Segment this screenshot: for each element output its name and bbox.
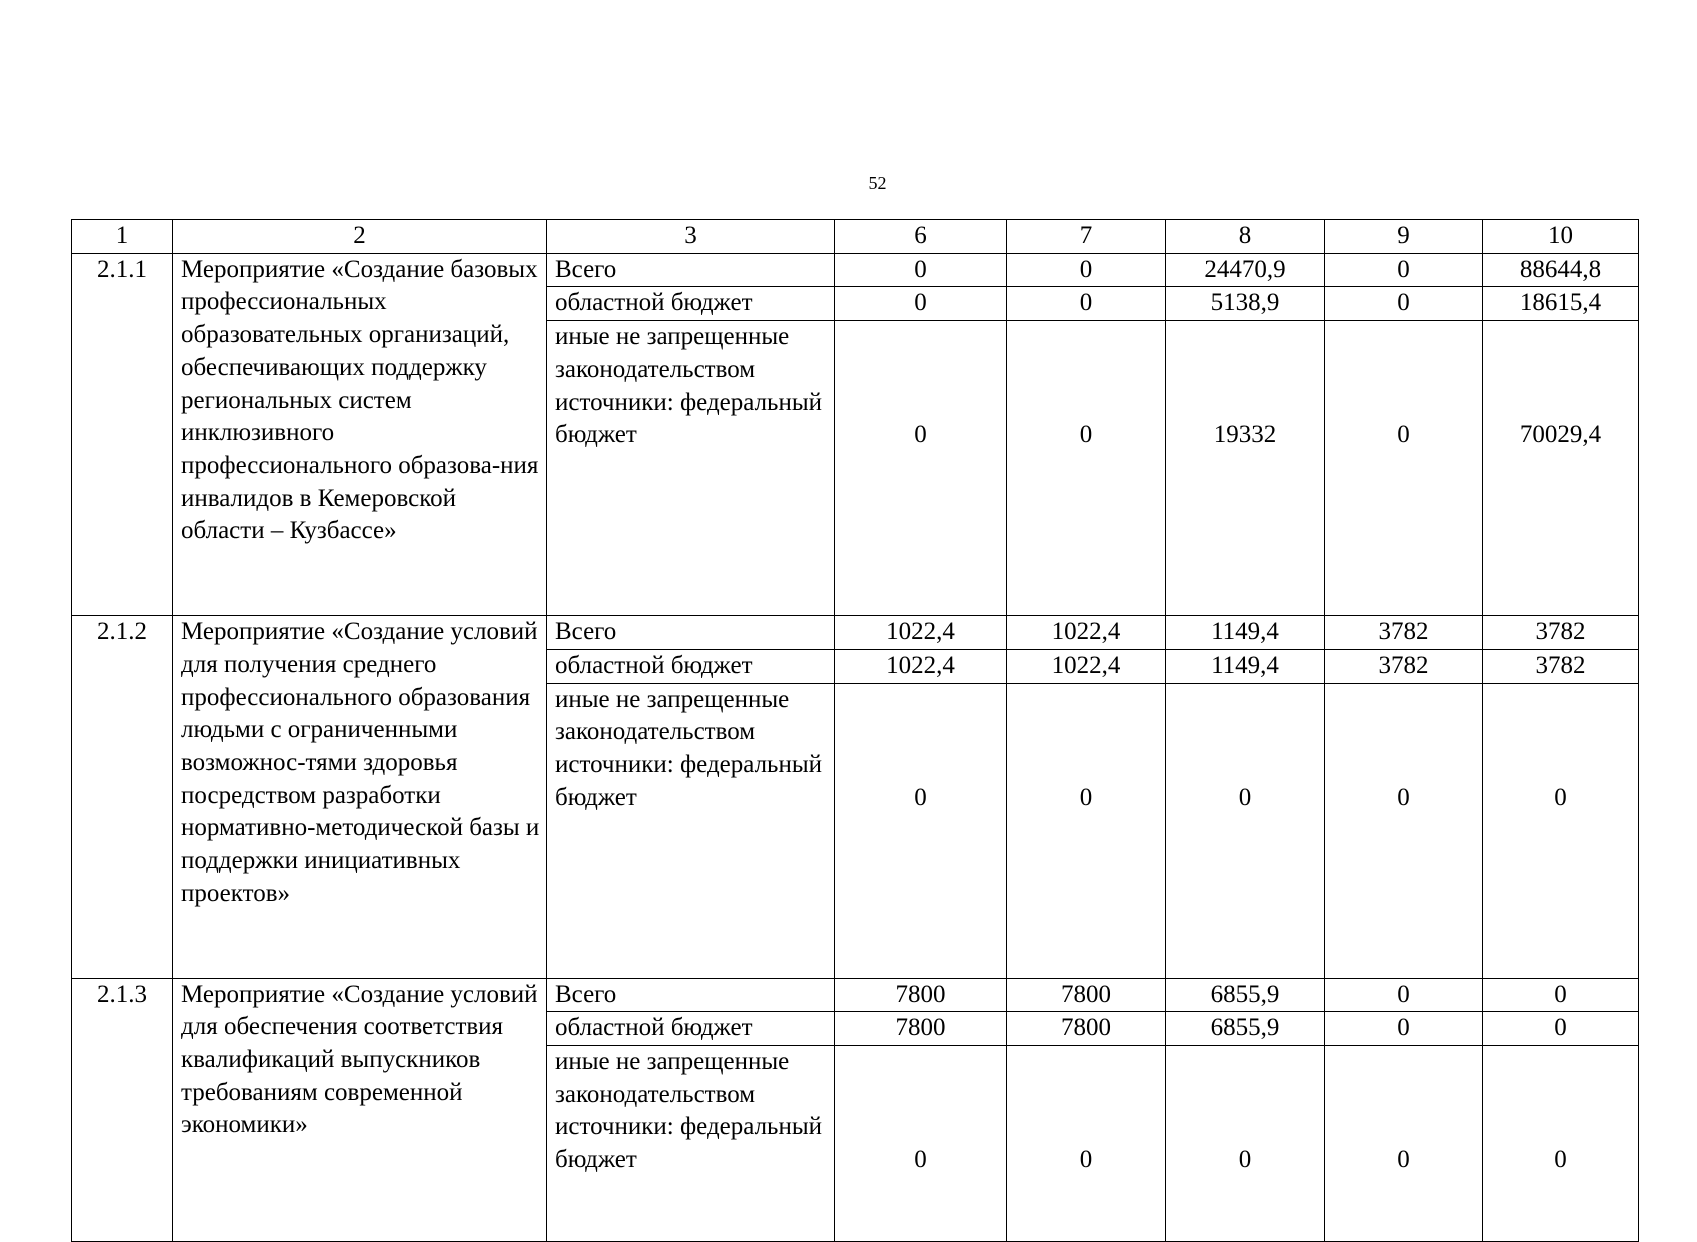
value-text: 0	[1079, 783, 1093, 811]
value-cell: 1149,4	[1166, 616, 1325, 650]
item-name: Мероприятие «Создание условий для обеспечения соответствия квалификаций выпускников требованиям современной экономики»	[173, 978, 547, 1241]
value-text: 0	[1079, 421, 1093, 449]
value-cell: 7800	[1007, 978, 1166, 1012]
funding-source: иные не запрещенные законодательством источники: федеральный бюджет	[547, 1045, 835, 1241]
value-cell	[1007, 321, 1166, 616]
value-cell	[1166, 321, 1325, 616]
value-cell: 0	[1007, 253, 1166, 287]
value-text: 0	[1397, 783, 1410, 811]
header-col-9: 9	[1325, 220, 1483, 254]
page-number: 52	[868, 173, 887, 193]
funding-source: Всего	[547, 253, 835, 287]
item-name: Мероприятие «Создание базовых профессиональных образовательных организаций, обеспечивающих поддержку региональных систем инклюзивного профессионального образова-ния инвалидов в Кемеровской области – Кузбассе»	[173, 253, 547, 615]
header-col-1: 1	[72, 220, 173, 254]
value-cell	[835, 1045, 1007, 1241]
value-cell: 0	[1325, 1012, 1483, 1046]
value-cell	[1325, 1045, 1483, 1241]
value-cell	[1483, 321, 1639, 616]
funding-source: областной бюджет	[547, 287, 835, 321]
value-cell: 18615,4	[1483, 287, 1639, 321]
value-cell: 0	[1325, 253, 1483, 287]
value-cell: 0	[1483, 1012, 1639, 1046]
value-text: 0	[1397, 1145, 1410, 1173]
value-text: 70029,4	[1519, 421, 1602, 449]
value-cell	[1483, 683, 1639, 978]
value-text: 0	[1238, 783, 1252, 811]
value-text: 0	[1554, 1145, 1567, 1173]
item-number: 2.1.3	[72, 978, 173, 1241]
funding-source: иные не запрещенные законодательством источники: федеральный бюджет	[547, 321, 835, 616]
value-text: 19332	[1213, 421, 1277, 449]
value-cell: 1022,4	[835, 649, 1007, 683]
value-cell: 7800	[835, 1012, 1007, 1046]
item-name: Мероприятие «Создание условий для получения среднего профессионального образования людьми с ограниченными возможнос-тями здоровья посредством разработки нормативно-методической базы и поддержки инициативных проектов»	[173, 616, 547, 978]
value-cell: 3782	[1483, 616, 1639, 650]
value-cell: 0	[835, 287, 1007, 321]
funding-source: Всего	[547, 616, 835, 650]
table-row	[72, 616, 1639, 650]
value-cell: 24470,9	[1166, 253, 1325, 287]
value-cell: 1022,4	[1007, 649, 1166, 683]
header-col-2: 2	[173, 220, 547, 254]
value-cell: 1022,4	[1007, 616, 1166, 650]
value-cell	[835, 683, 1007, 978]
value-cell: 3782	[1325, 649, 1483, 683]
item-number: 2.1.1	[72, 253, 173, 615]
value-cell: 7800	[835, 978, 1007, 1012]
header-col-10: 10	[1483, 220, 1639, 254]
value-text: 0	[914, 783, 927, 811]
value-cell: 1149,4	[1166, 649, 1325, 683]
value-cell: 0	[1325, 287, 1483, 321]
funding-source: областной бюджет	[547, 1012, 835, 1046]
table-row	[72, 978, 1639, 1012]
value-cell: 6855,9	[1166, 978, 1325, 1012]
value-text: 0	[1554, 783, 1567, 811]
value-cell: 1022,4	[835, 616, 1007, 650]
value-cell	[1007, 1045, 1166, 1241]
value-cell	[1325, 683, 1483, 978]
value-cell	[1483, 1045, 1639, 1241]
value-cell	[1007, 683, 1166, 978]
header-col-8: 8	[1166, 220, 1325, 254]
value-cell	[1166, 683, 1325, 978]
value-cell	[1166, 1045, 1325, 1241]
value-cell: 0	[1483, 978, 1639, 1012]
value-cell: 0	[1007, 287, 1166, 321]
funding-source: иные не запрещенные законодательством источники: федеральный бюджет	[547, 683, 835, 978]
value-text: 0	[914, 421, 927, 449]
table-row	[72, 253, 1639, 287]
funding-source: Всего	[547, 978, 835, 1012]
value-cell: 7800	[1007, 1012, 1166, 1046]
funding-source: областной бюджет	[547, 649, 835, 683]
value-cell	[835, 321, 1007, 616]
value-cell: 3782	[1325, 616, 1483, 650]
value-text: 0	[1397, 421, 1410, 449]
header-col-6: 6	[835, 220, 1007, 254]
header-col-7: 7	[1007, 220, 1166, 254]
value-text: 0	[914, 1145, 927, 1173]
value-cell: 5138,9	[1166, 287, 1325, 321]
value-text: 0	[1079, 1145, 1093, 1173]
value-cell: 3782	[1483, 649, 1639, 683]
value-cell: 0	[835, 253, 1007, 287]
value-cell	[1325, 321, 1483, 616]
item-number: 2.1.2	[72, 616, 173, 978]
value-cell: 6855,9	[1166, 1012, 1325, 1046]
value-cell: 0	[1325, 978, 1483, 1012]
value-cell: 88644,8	[1483, 253, 1639, 287]
header-row	[72, 220, 1639, 254]
header-col-3: 3	[547, 220, 835, 254]
value-text: 0	[1238, 1145, 1252, 1173]
budget-table	[71, 219, 1639, 1242]
